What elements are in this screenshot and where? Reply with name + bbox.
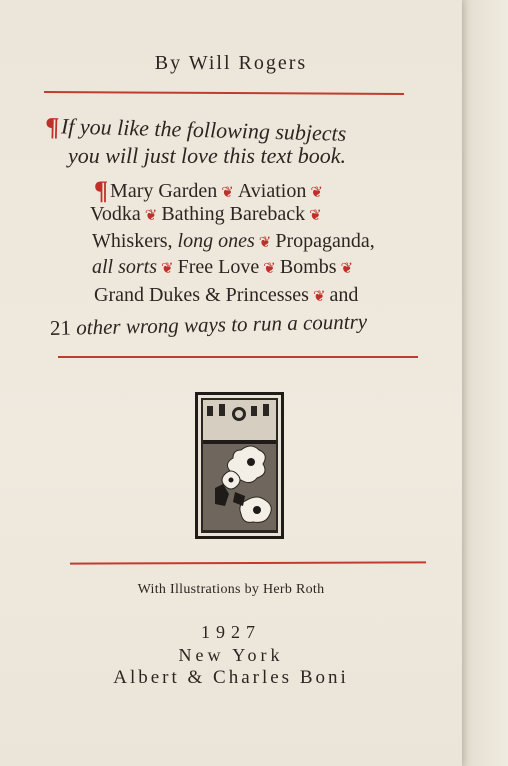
subject-bathing: Bathing Bareback [161,203,306,225]
ornament-icon: ❦ [310,185,323,201]
illustration-credit: With Illustrations by Herb Roth [137,582,325,597]
subject-free-love: Free Love [177,256,260,278]
subject-wrong-ways: other wrong ways to run a country [75,309,368,340]
subject-aviation: Aviation [237,180,307,202]
pilcrow-icon: ¶ [45,112,60,142]
subject-whiskers-note: long ones [177,230,255,252]
ornament-icon: ❦ [309,208,322,224]
middle-rule [58,356,418,358]
subjects-line-1 [94,176,327,206]
subject-and: and [329,284,359,306]
publication-city: New York [178,645,284,665]
subjects-line-3 [92,230,375,253]
intro-text-1: If you like the following subjects [60,113,347,146]
subject-whiskers: Whiskers, [92,230,173,252]
illustration-icon [195,392,284,539]
subject-vodka: Vodka [90,203,141,225]
publisher-name: Albert & Charles Boni [113,667,349,688]
author-line: By Will Rogers [154,52,308,74]
subject-grand-dukes: Grand Dukes & Princesses [94,284,309,306]
pilcrow-icon: ¶ [94,176,109,205]
ornament-icon: ❦ [340,261,354,277]
bottom-rule [70,561,426,564]
subjects-line-6 [50,309,368,341]
publication-year: 1927 [201,622,261,642]
subjects-line-4 [92,256,357,279]
top-rule [44,91,404,95]
ornament-icon: ❦ [258,235,272,251]
ornament-icon: ❦ [161,261,174,277]
ornament-icon: ❦ [144,208,158,224]
subject-all-sorts: all sorts [92,256,158,278]
subjects-line-5 [94,284,358,307]
subject-bombs: Bombs [279,256,337,278]
intro-line-2: you will just love this text book. [68,143,347,168]
ornament-icon: ❦ [312,289,326,305]
ornament-icon: ❦ [221,185,234,201]
ornament-icon: ❦ [263,261,276,277]
subject-propaganda: Propaganda, [275,230,375,252]
subjects-line-2 [90,203,326,226]
subject-count: 21 [49,315,72,340]
subject-mary-garden: Mary Garden [110,180,218,202]
